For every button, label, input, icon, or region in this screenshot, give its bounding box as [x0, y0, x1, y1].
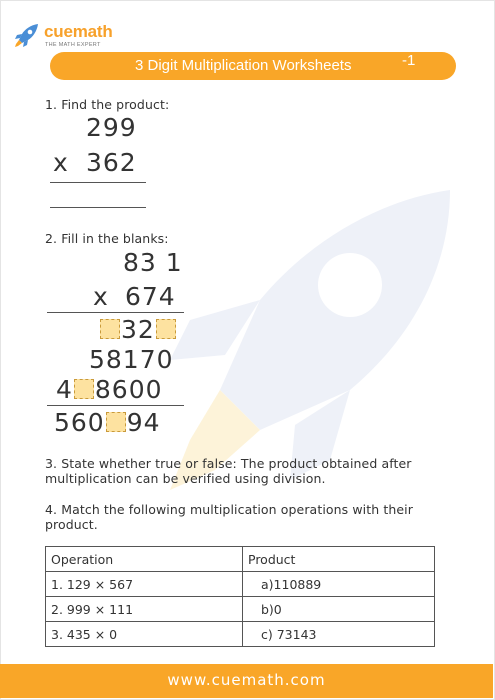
- q4-line-1: 4. Match the following multiplication operations with their: [45, 502, 413, 517]
- rocket-logo-icon: [14, 22, 40, 48]
- footer-bar: [0, 664, 493, 698]
- match-table: [45, 546, 435, 647]
- q2-rule-top: [47, 312, 184, 313]
- q2-result-row: [54, 408, 161, 437]
- column-header-operation: Operation: [46, 547, 243, 572]
- q1-operator: x: [53, 148, 69, 177]
- product-cell: a)110889: [243, 572, 435, 597]
- q3-line-2: multiplication can be verified using division.: [45, 471, 326, 486]
- q2-operator: x: [93, 282, 109, 311]
- q2-partial-row-3: [56, 375, 163, 404]
- table-row: [46, 597, 435, 622]
- q1-multiplicand: 299: [86, 113, 137, 142]
- q2-multiplicand: 83 1: [123, 248, 183, 277]
- q1-prompt: 1. Find the product:: [45, 97, 170, 112]
- q2-partial-row-1-digits: 32: [121, 315, 155, 344]
- q2-partial-row-2: 58170: [89, 345, 174, 374]
- title-banner: [50, 52, 456, 80]
- footer-url[interactable]: www.cuemath.com: [167, 671, 326, 689]
- worksheet-number: -1: [402, 52, 416, 69]
- q2-prompt: 2. Fill in the blanks:: [45, 231, 169, 246]
- q1-answer-line[interactable]: [50, 207, 146, 208]
- q1-multiplier: 362: [86, 148, 137, 177]
- q2-partial-row-3-tail: 8600: [94, 375, 163, 404]
- worksheet-title: 3 Digit Multiplication Worksheets: [135, 57, 352, 74]
- q1-rule: [50, 182, 146, 183]
- q2-result-lead: 560: [54, 408, 105, 437]
- product-cell: b)0: [243, 597, 435, 622]
- column-header-product: Product: [243, 547, 435, 572]
- blank-box[interactable]: [100, 319, 120, 339]
- q4-line-2: product.: [45, 517, 98, 532]
- blank-box[interactable]: [156, 319, 176, 339]
- q2-result-tail: 94: [126, 408, 161, 437]
- q2-rule-bottom: [47, 405, 184, 406]
- table-row: [46, 622, 435, 647]
- rocket-watermark-icon: [150, 170, 480, 500]
- q2-multiplier: 674: [125, 282, 176, 311]
- logo-tagline: THE MATH EXPERT: [45, 42, 101, 48]
- blank-box[interactable]: [74, 379, 94, 399]
- operation-cell: 2. 999 × 111: [46, 597, 243, 622]
- operation-cell: 1. 129 × 567: [46, 572, 243, 597]
- table-header-row: [46, 547, 435, 572]
- blank-box[interactable]: [106, 412, 126, 432]
- logo-brand: cuemath: [44, 22, 113, 41]
- q3-line-1: 3. State whether true or false: The product obtained after: [45, 456, 412, 471]
- q2-partial-row-1: [99, 315, 177, 344]
- product-cell: c) 73143: [243, 622, 435, 647]
- q2-partial-row-3-lead: 4: [56, 375, 73, 404]
- operation-cell: 3. 435 × 0: [46, 622, 243, 647]
- table-row: [46, 572, 435, 597]
